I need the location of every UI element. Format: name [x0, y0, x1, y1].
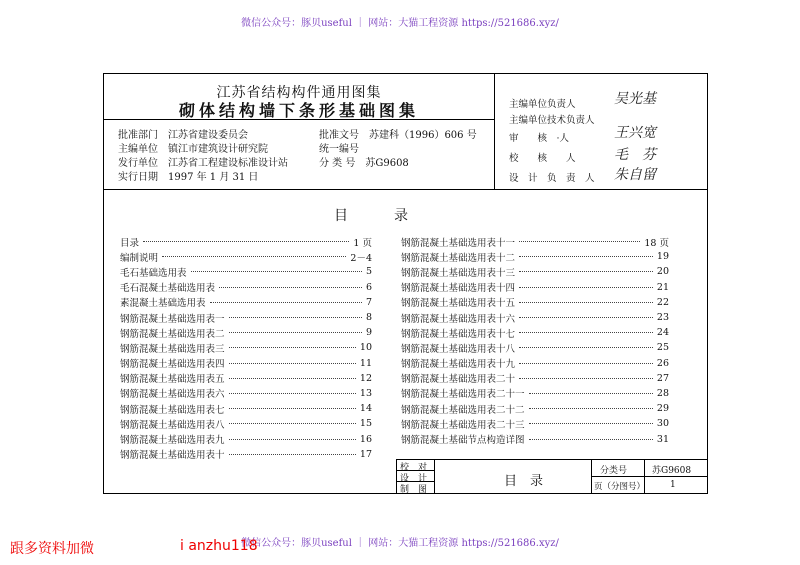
toc-entry — [120, 295, 372, 310]
toc-entry-label: 钢筋混凝土基础选用表十八 — [401, 343, 516, 355]
approval-dept-label: 批准部门 — [118, 130, 158, 141]
toc-leader-dots — [229, 393, 356, 394]
toc-entry-page: 22 — [656, 296, 669, 308]
toc-entry-label: 钢筋混凝土基础选用表十九 — [401, 359, 516, 371]
date-value: 1997 年 1 月 31 日 — [168, 172, 259, 183]
drawing-frame — [103, 73, 708, 494]
date-label: 实行日期 — [118, 172, 158, 183]
toc-leader-dots — [529, 393, 653, 394]
toc-entry-label: 钢筋混凝土基础选用表十二 — [401, 252, 516, 264]
toc-entry-page: 25 — [656, 342, 669, 354]
class-no-label: 分 类 号 — [319, 158, 356, 169]
signature-design-lead: 朱自留 — [614, 167, 656, 183]
toc-entry-page: 2－4 — [350, 252, 372, 264]
signature-reviewer: 王兴宽 — [614, 125, 656, 141]
toc-entry-label: 钢筋混凝土基础选用表十六 — [401, 313, 516, 325]
toc-entry-page: 29 — [656, 403, 669, 415]
toc-entry-page: 11 — [359, 357, 372, 369]
toc-entry — [120, 371, 372, 386]
toc-entry-page: 28 — [656, 387, 669, 399]
divider — [396, 459, 397, 493]
toc-entry-label: 钢筋混凝土基础选用表二十三 — [401, 419, 525, 431]
toc-leader-dots — [229, 332, 362, 333]
toc-entry-page: 13 — [359, 387, 372, 399]
toc-entry-page: 23 — [656, 312, 669, 324]
toc-entry — [120, 325, 372, 340]
toc-entry — [401, 371, 669, 386]
toc-leader-dots — [162, 256, 346, 257]
divider — [591, 476, 707, 477]
toc-entry — [401, 431, 669, 446]
toc-entry-page: 6 — [365, 281, 372, 293]
toc-entry-label: 目录 — [120, 237, 140, 249]
editor-label: 主编单位 — [118, 144, 158, 155]
toc-entry-label: 钢筋混凝土基础选用表八 — [120, 419, 225, 431]
role-tech-lead: 主编单位技术负责人 — [509, 115, 595, 126]
toc-left-column — [120, 234, 372, 462]
toc-entry — [120, 356, 372, 371]
toc-leader-dots — [210, 302, 362, 303]
toc-leader-dots — [229, 439, 356, 440]
toc-leader-dots — [519, 347, 653, 348]
toc-entry — [401, 401, 669, 416]
toc-entry — [401, 295, 669, 310]
toc-leader-dots — [519, 302, 653, 303]
toc-entry-label: 钢筋混凝土基础选用表九 — [120, 435, 225, 447]
toc-entry-page: 15 — [359, 418, 372, 430]
publisher-label: 发行单位 — [118, 158, 158, 169]
toc-entry-page: 19 — [656, 251, 669, 263]
toc-entry — [120, 340, 372, 355]
toc-entry-label: 钢筋混凝土基础选用表十五 — [401, 298, 516, 310]
class-no-value: 苏G9608 — [365, 158, 409, 169]
toc-entry — [401, 356, 669, 371]
toc-entry-label: 钢筋混凝土基础选用表二十二 — [401, 404, 525, 416]
toc-entry — [120, 447, 372, 462]
toc-entry-page: 17 — [359, 448, 372, 460]
watermark-top: 微信公众号：豚贝useful ｜ 网站：大猫工程资源 https://521686.xyz/ — [241, 18, 559, 29]
toc-entry-label: 素混凝土基础选用表 — [120, 298, 206, 310]
toc-entry-label: 钢筋混凝土基础选用表一 — [120, 313, 225, 325]
toc-leader-dots — [191, 271, 362, 272]
toc-entry-label: 钢筋混凝土基础选用表十四 — [401, 283, 516, 295]
toc-entry — [401, 386, 669, 401]
toc-entry — [401, 340, 669, 355]
contact-id: i anzhu118 — [180, 538, 258, 554]
toc-entry — [401, 416, 669, 431]
toc-entry-page: 30 — [656, 418, 669, 430]
toc-entry — [401, 264, 669, 279]
toc-entry-label: 钢筋混凝土基础节点构造详图 — [401, 435, 525, 447]
toc-entry-page: 18 页 — [644, 237, 669, 249]
draw-label: 制 图 — [400, 485, 428, 495]
toc-entry — [120, 416, 372, 431]
toc-entry — [401, 249, 669, 264]
toc-entry-page: 24 — [656, 327, 669, 339]
toc-leader-dots — [229, 378, 356, 379]
toc-leader-dots — [519, 287, 653, 288]
sheet-name: 目 录 — [504, 474, 544, 489]
toc-entry-page: 20 — [656, 266, 669, 278]
toc-leader-dots — [229, 423, 356, 424]
atlas-title: 砌体结构墙下条形基础图集 — [178, 101, 419, 120]
toc-entry — [401, 234, 669, 249]
unified-no-label: 统一编号 — [319, 144, 359, 155]
approval-no-value: 苏建科（1996）606 号 — [369, 130, 477, 141]
signature-checker: 毛 芬 — [614, 147, 656, 163]
toc-entry — [120, 310, 372, 325]
toc-entry-label: 钢筋混凝土基础选用表十三 — [401, 267, 516, 279]
toc-entry-label: 钢筋混凝土基础选用表七 — [120, 404, 225, 416]
toc-entry — [120, 249, 372, 264]
toc-leader-dots — [519, 317, 653, 318]
toc-leader-dots — [229, 363, 356, 364]
approval-no-label: 批准文号 — [319, 130, 359, 141]
role-chief-editor: 主编单位负责人 — [509, 99, 576, 110]
toc-leader-dots — [519, 271, 653, 272]
toc-entry-label: 钢筋混凝土基础选用表四 — [120, 359, 225, 371]
toc-entry-page: 14 — [359, 403, 372, 415]
toc-entry — [120, 280, 372, 295]
toc-entry-label: 钢筋混凝土基础选用表十七 — [401, 328, 516, 340]
toc-leader-dots — [519, 241, 640, 242]
toc-leader-dots — [229, 317, 362, 318]
divider — [104, 189, 707, 190]
toc-entry — [120, 401, 372, 416]
toc-entry — [120, 234, 372, 249]
toc-leader-dots — [229, 454, 356, 455]
toc-entry — [401, 310, 669, 325]
role-checker: 校 核 人 — [509, 153, 576, 164]
toc-entry-page: 1 页 — [353, 237, 372, 249]
class-value: 苏G9608 — [652, 466, 692, 476]
toc-entry-label: 钢筋混凝土基础选用表二十 — [401, 374, 516, 386]
toc-entry-label: 毛石混凝土基础选用表 — [120, 283, 216, 295]
toc-entry — [120, 431, 372, 446]
toc-leader-dots — [519, 363, 653, 364]
toc-entry — [120, 386, 372, 401]
toc-leader-dots — [519, 378, 653, 379]
page-value: 1 — [670, 480, 676, 490]
toc-entry-label: 钢筋混凝土基础选用表十 — [120, 450, 225, 462]
toc-leader-dots — [229, 347, 356, 348]
role-reviewer: 审 核 ·人 — [509, 133, 570, 144]
check-label: 校 对 — [400, 463, 428, 473]
toc-leader-dots — [519, 256, 653, 257]
toc-leader-dots — [529, 439, 653, 440]
page-label: 页（分图号） — [594, 482, 646, 492]
toc-leader-dots — [519, 332, 653, 333]
toc-entry-label: 钢筋混凝土基础选用表三 — [120, 343, 225, 355]
toc-entry-page: 21 — [656, 281, 669, 293]
toc-leader-dots — [219, 287, 362, 288]
toc-leader-dots — [529, 408, 653, 409]
toc-entry-label: 钢筋混凝土基础选用表六 — [120, 389, 225, 401]
design-label: 设 计 — [400, 474, 428, 484]
toc-entry-label: 钢筋混凝土基础选用表二十一 — [401, 389, 525, 401]
divider — [494, 74, 495, 189]
toc-entry-label: 毛石基础选用表 — [120, 267, 187, 279]
toc-entry-page: 10 — [359, 342, 372, 354]
toc-entry-page: 8 — [365, 312, 372, 324]
toc-entry-label: 钢筋混凝土基础选用表五 — [120, 374, 225, 386]
divider — [396, 459, 707, 460]
toc-entry-label: 钢筋混凝土基础选用表十一 — [401, 237, 516, 249]
divider — [434, 459, 435, 493]
toc-title: 目 录 — [334, 208, 424, 224]
signature-chief-editor: 吴光基 — [614, 91, 656, 107]
toc-entry-label: 编制说明 — [120, 252, 159, 264]
toc-leader-dots — [229, 408, 356, 409]
toc-entry-label: 钢筋混凝土基础选用表二 — [120, 328, 225, 340]
toc-leader-dots — [143, 241, 349, 242]
watermark-bottom: 微信公众号：豚贝useful ｜ 网站：大猫工程资源 https://521686.xyz/ — [241, 538, 559, 549]
toc-entry-page: 5 — [365, 266, 372, 278]
toc-entry — [401, 325, 669, 340]
role-design-lead: 设 计 负 责 人 — [509, 173, 595, 184]
approval-dept-value: 江苏省建设委员会 — [168, 130, 248, 141]
toc-entry — [401, 280, 669, 295]
toc-entry-page: 26 — [656, 357, 669, 369]
class-label: 分类号 — [600, 466, 628, 476]
toc-leader-dots — [529, 423, 653, 424]
collection-title: 江苏省结构构件通用图集 — [216, 85, 382, 101]
editor-value: 镇江市建筑设计研究院 — [168, 144, 268, 155]
toc-entry-page: 12 — [359, 372, 372, 384]
publisher-value: 江苏省工程建设标准设计站 — [168, 158, 288, 169]
toc-entry — [120, 264, 372, 279]
toc-entry-page: 31 — [656, 433, 669, 445]
toc-right-column — [401, 234, 669, 447]
toc-entry-page: 7 — [365, 296, 372, 308]
toc-entry-page: 27 — [656, 372, 669, 384]
toc-entry-page: 9 — [365, 327, 372, 339]
toc-entry-page: 16 — [359, 433, 372, 445]
contact-note: 跟多资料加微 — [10, 541, 94, 557]
